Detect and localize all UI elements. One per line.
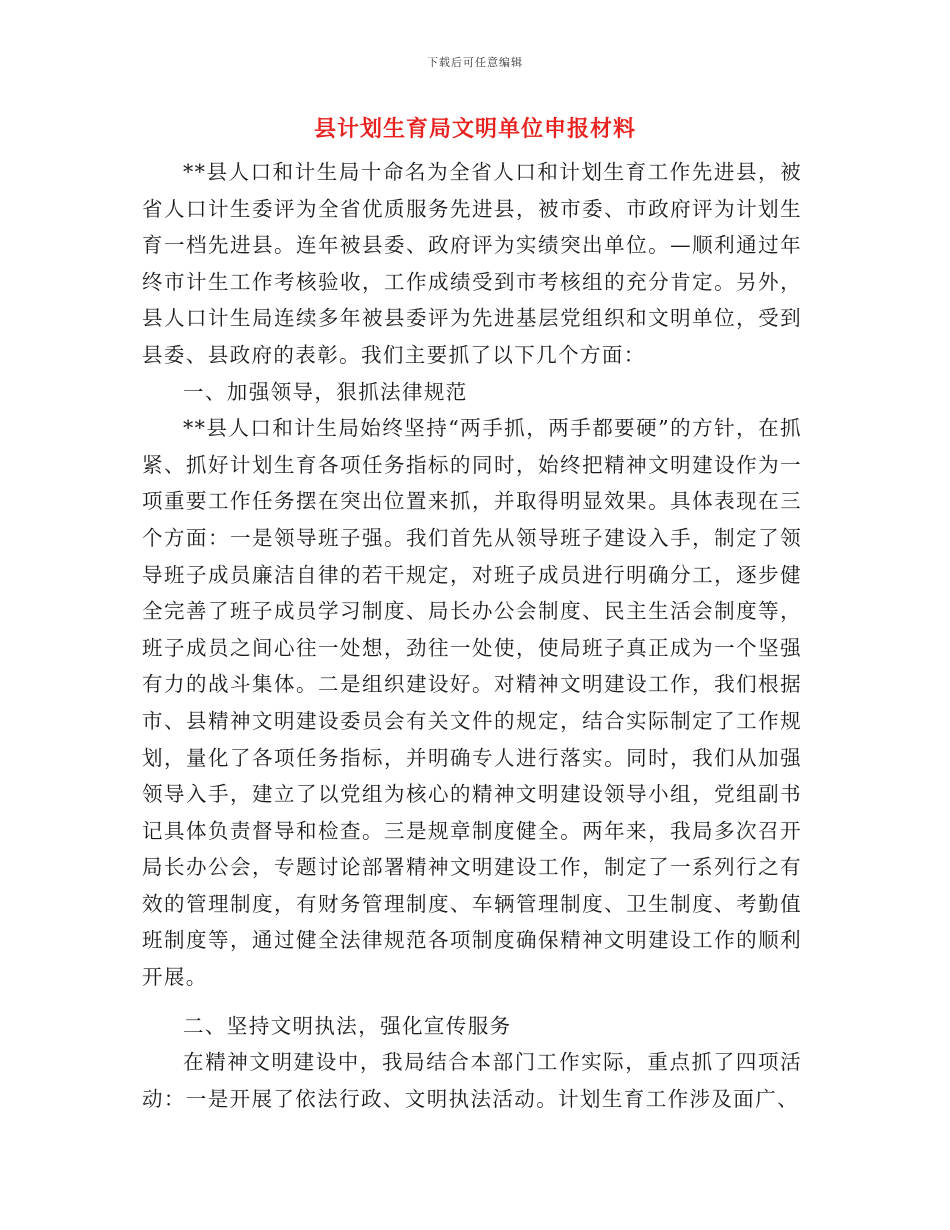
header-note: 下载后可任意编辑 bbox=[427, 56, 523, 69]
section-heading-1: 一、加强领导，狠抓法律规范 bbox=[183, 379, 468, 404]
document-body bbox=[142, 154, 802, 1117]
paragraph-section-1: **县人口和计生局始终坚持“两手抓，两手都要硬”的方针，在抓紧、抓好计划生育各项任务指标的同时，始终把精神文明建设作为一项重要工作任务摆在突出位置来抓，并取得明显效果。具体表现在三个方面：一是领导班子强。我们首先从领导班子建设入手，制定了领导班子成员廉洁自律的若干规定，对班子成员进行明确分工，逐步健全完善了班子成员学习制度、局长办公会制度、民主生活会制度等，班子成员之间心往一处想，劲往一处使，使局班子真正成为一个坚强有力的战斗集体。二是组织建设好。对精神文明建设工作，我们根据市、县精神文明建设委员会有关文件的规定，结合实际制定了工作规划，量化了各项任务指标，并明确专人进行落实。同时，我们从加强领导入手，建立了以党组为核心的精神文明建设领导小组，党组副书记具体负责督导和检查。三是规章制度健全。两年来，我局多次召开局长办公会，专题讨论部署精神文明建设工作，制定了一系列行之有效的管理制度，有财务管理制度、车辆管理制度、卫生制度、考勤值班制度等，通过健全法律规范各项制度确保精神文明建设工作的顺利开展。 bbox=[142, 416, 802, 990]
section-heading-2: 二、坚持文明执法，强化宣传服务 bbox=[183, 1013, 512, 1038]
paragraph-section-2: 在精神文明建设中，我局结合本部门工作实际，重点抓了四项活动：一是开展了依法行政、文明执法活动。计划生育工作涉及面广、 bbox=[142, 1050, 802, 1111]
document-title: 县计划生育局文明单位申报材料 bbox=[313, 116, 636, 142]
paragraph-intro: **县人口和计生局十命名为全省人口和计划生育工作先进县，被省人口计生委评为全省优质服务先进县，被市委、市政府评为计划生育一档先进县。连年被县委、政府评为实绩突出单位。—顺利通过年终市计生工作考核验收，工作成绩受到市考核组的充分肯定。另外，县人口计生局连续多年被县委评为先进基层党组织和文明单位，受到县委、县政府的表彰。我们主要抓了以下几个方面： bbox=[142, 160, 802, 367]
